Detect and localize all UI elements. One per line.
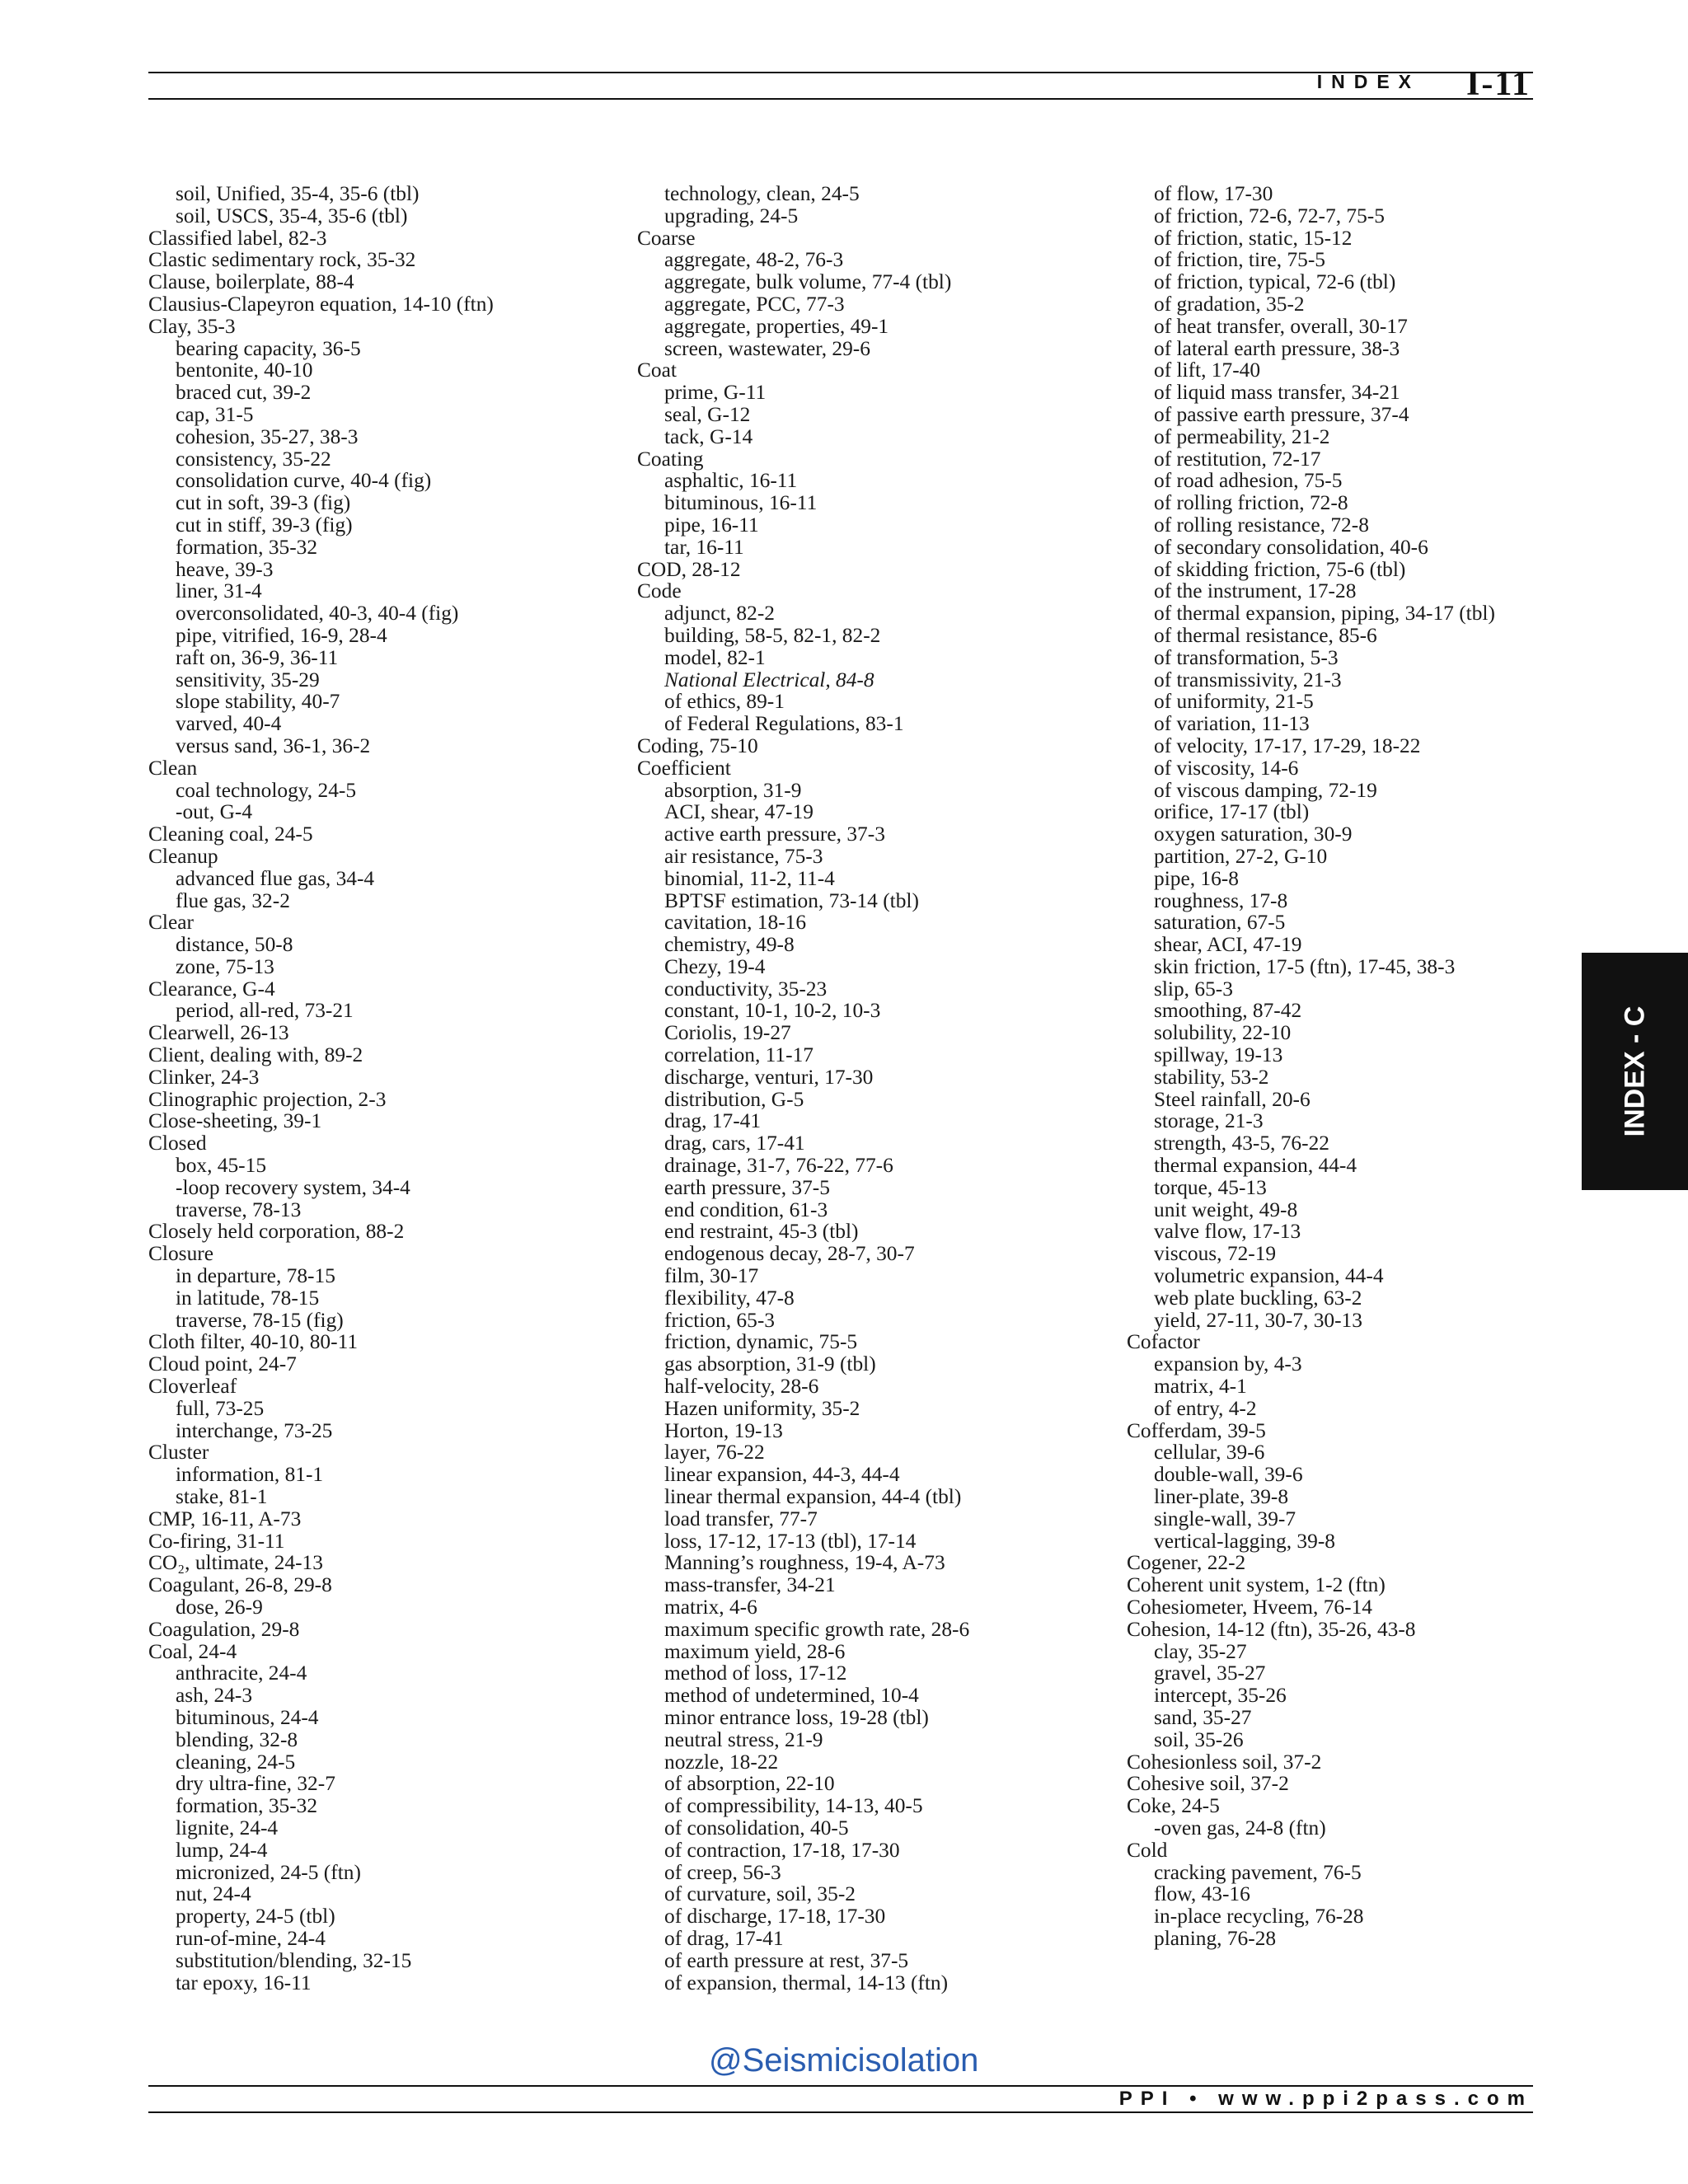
index-subentry: property, 24-5 (tbl)	[176, 1905, 335, 1929]
index-subentry: flow, 43-16	[1154, 1882, 1250, 1906]
index-subentry: method of loss, 17-12	[664, 1661, 847, 1685]
index-subentry: in-place recycling, 76-28	[1154, 1905, 1364, 1929]
index-subentry: consolidation curve, 40-4 (fig)	[176, 469, 432, 493]
index-subentry: method of undetermined, 10-4	[664, 1684, 919, 1708]
index-entry: Cluster	[148, 1441, 209, 1465]
index-subentry: aggregate, 48-2, 76-3	[664, 248, 844, 272]
index-entry: Cloud point, 24-7	[148, 1352, 297, 1376]
index-subentry: planing, 76-28	[1154, 1926, 1277, 1950]
index-subentry: friction, dynamic, 75-5	[664, 1330, 858, 1354]
index-subentry: pipe, 16-8	[1154, 866, 1239, 890]
index-subentry: overconsolidated, 40-3, 40-4 (fig)	[176, 602, 459, 626]
index-subentry: stake, 81-1	[176, 1485, 268, 1509]
index-subentry: blending, 32-8	[176, 1727, 298, 1751]
index-entry: CO₂, ultimate, 24-13	[148, 1551, 323, 1575]
index-subentry: slip, 65-3	[1154, 977, 1233, 1001]
index-subentry: oxygen saturation, 30-9	[1154, 823, 1353, 846]
index-subentry: of friction, static, 15-12	[1154, 226, 1353, 250]
index-subentry: of Federal Regulations, 83-1	[664, 712, 904, 736]
index-subentry: of velocity, 17-17, 17-29, 18-22	[1154, 733, 1421, 757]
index-subentry: vertical-lagging, 39-8	[1154, 1529, 1335, 1553]
index-entry: Coagulation, 29-8	[148, 1617, 300, 1641]
index-subentry: drainage, 31-7, 76-22, 77-6	[664, 1154, 893, 1178]
index-subentry: absorption, 31-9	[664, 778, 802, 802]
index-subentry: raft on, 36-9, 36-11	[176, 645, 339, 669]
index-subentry: building, 58-5, 82-1, 82-2	[664, 623, 881, 647]
index-subentry: period, all-red, 73-21	[176, 999, 354, 1023]
index-subentry: smoothing, 87-42	[1154, 999, 1302, 1023]
index-subentry: of lift, 17-40	[1154, 359, 1261, 382]
footer-bottom-rule	[148, 2111, 1533, 2113]
footer-publisher: PPI • www.ppi2pass.com	[1118, 2088, 1533, 2110]
index-subentry: of curvature, soil, 35-2	[664, 1882, 856, 1906]
index-entry: Cold	[1127, 1838, 1168, 1862]
index-subentry: intercept, 35-26	[1154, 1684, 1287, 1708]
index-subentry: cap, 31-5	[176, 402, 254, 426]
index-entry: Cofferdam, 39-5	[1127, 1418, 1266, 1442]
index-subentry: drag, 17-41	[664, 1109, 762, 1133]
index-subentry: saturation, 67-5	[1154, 911, 1286, 935]
index-subentry: of liquid mass transfer, 34-21	[1154, 381, 1400, 405]
index-entry: Closed	[148, 1132, 207, 1155]
index-subentry: of discharge, 17-18, 17-30	[664, 1905, 886, 1929]
index-entry: Coat	[637, 359, 677, 382]
index-subentry: aggregate, PCC, 77-3	[664, 292, 845, 316]
index-subentry: film, 30-17	[664, 1264, 759, 1288]
index-subentry: gas absorption, 31-9 (tbl)	[664, 1352, 876, 1376]
index-subentry: box, 45-15	[176, 1154, 267, 1178]
index-entry: Cogener, 22-2	[1127, 1551, 1246, 1575]
index-subentry: soil, 35-26	[1154, 1727, 1244, 1751]
index-subentry: web plate buckling, 63-2	[1154, 1286, 1362, 1310]
index-subentry: constant, 10-1, 10-2, 10-3	[664, 999, 881, 1023]
index-subentry: BPTSF estimation, 73-14 (tbl)	[664, 888, 919, 912]
index-subentry: nut, 24-4	[176, 1882, 251, 1906]
header-bottom-rule	[148, 98, 1533, 100]
index-entry: COD, 28-12	[637, 557, 741, 581]
index-subentry: yield, 27-11, 30-7, 30-13	[1154, 1308, 1362, 1332]
index-subentry: Hazen uniformity, 35-2	[664, 1396, 860, 1420]
index-column-3	[1127, 183, 1588, 1950]
index-entry: Classified label, 82-3	[148, 226, 327, 250]
index-subentry: of friction, tire, 75-5	[1154, 248, 1325, 272]
index-subentry: asphaltic, 16-11	[664, 469, 798, 493]
index-subentry: braced cut, 39-2	[176, 381, 312, 405]
index-subentry: flexibility, 47-8	[664, 1286, 795, 1310]
index-subentry: liner-plate, 39-8	[1154, 1485, 1289, 1509]
index-subentry: adjunct, 82-2	[664, 602, 775, 626]
index-entry: Clay, 35-3	[148, 314, 236, 338]
index-column-1	[148, 183, 635, 1994]
index-entry: Cloverleaf	[148, 1375, 237, 1399]
index-subentry: formation, 35-32	[176, 535, 318, 559]
index-subentry: aggregate, properties, 49-1	[664, 314, 889, 338]
index-entry: Clastic sedimentary rock, 35-32	[148, 248, 416, 272]
index-side-tab	[1582, 953, 1688, 1190]
footer-top-rule	[148, 2085, 1533, 2087]
index-subentry: of variation, 11-13	[1154, 712, 1310, 736]
index-subentry: of earth pressure at rest, 37-5	[664, 1948, 909, 1972]
index-entry: Closure	[148, 1242, 213, 1266]
index-entry: Cleaning coal, 24-5	[148, 823, 313, 846]
index-subentry: of thermal resistance, 85-6	[1154, 623, 1377, 647]
watermark: @Seismicisolation	[709, 2042, 979, 2079]
index-subentry: of rolling friction, 72-8	[1154, 491, 1348, 515]
index-subentry: traverse, 78-13	[176, 1197, 302, 1221]
index-subentry: of thermal expansion, piping, 34-17 (tbl)	[1154, 602, 1495, 626]
index-subentry: traverse, 78-15 (fig)	[176, 1308, 344, 1332]
index-subentry: bentonite, 40-10	[176, 359, 313, 382]
index-entry: Clean	[148, 756, 198, 780]
index-subentry: dry ultra-fine, 32-7	[176, 1772, 335, 1796]
index-subentry: interchange, 73-25	[176, 1418, 333, 1442]
index-subentry: substitution/blending, 32-15	[176, 1948, 412, 1972]
index-subentry: linear expansion, 44-3, 44-4	[664, 1463, 900, 1487]
index-subentry: bituminous, 16-11	[664, 491, 818, 515]
index-subentry: of lateral earth pressure, 38-3	[1154, 336, 1400, 360]
index-subentry: run-of-mine, 24-4	[176, 1926, 326, 1950]
index-subentry: of contraction, 17-18, 17-30	[664, 1838, 900, 1862]
index-subentry: torque, 45-13	[1154, 1175, 1267, 1199]
index-subentry: expansion by, 4-3	[1154, 1352, 1302, 1376]
index-subentry: National Electrical, 84-8	[664, 668, 874, 691]
index-entry: Clearwell, 26-13	[148, 1021, 289, 1045]
index-subentry: cleaning, 24-5	[176, 1750, 296, 1774]
index-subentry: consistency, 35-22	[176, 447, 331, 471]
index-subentry: information, 81-1	[176, 1463, 324, 1487]
index-subentry: cellular, 39-6	[1154, 1441, 1265, 1465]
index-subentry: layer, 76-22	[664, 1441, 765, 1465]
index-subentry: cavitation, 18-16	[664, 911, 807, 935]
index-subentry: neutral stress, 21-9	[664, 1727, 823, 1751]
index-subentry: skin friction, 17-5 (ftn), 17-45, 38-3	[1154, 954, 1456, 978]
index-subentry: versus sand, 36-1, 36-2	[176, 733, 371, 757]
index-subentry: Manning’s roughness, 19-4, A-73	[664, 1551, 945, 1575]
index-subentry: drag, cars, 17-41	[664, 1132, 805, 1155]
index-subentry: spillway, 19-13	[1154, 1043, 1283, 1067]
index-subentry: of secondary consolidation, 40-6	[1154, 535, 1428, 559]
index-entry: Coating	[637, 447, 704, 471]
index-subentry: pipe, 16-11	[664, 513, 759, 537]
index-entry: CMP, 16-11, A-73	[148, 1507, 302, 1530]
index-subentry: solubility, 22-10	[1154, 1021, 1292, 1045]
index-subentry: bearing capacity, 36-5	[176, 336, 361, 360]
index-subentry: endogenous decay, 28-7, 30-7	[664, 1242, 915, 1266]
index-subentry: sensitivity, 35-29	[176, 668, 320, 691]
index-subentry: load transfer, 77-7	[664, 1507, 818, 1530]
index-subentry: Steel rainfall, 20-6	[1154, 1087, 1311, 1111]
index-entry: Close-sheeting, 39-1	[148, 1109, 322, 1133]
index-subentry: loss, 17-12, 17-13 (tbl), 17-14	[664, 1529, 917, 1553]
index-entry: Clear	[148, 911, 194, 935]
index-subentry: full, 73-25	[176, 1396, 265, 1420]
index-subentry: in departure, 78-15	[176, 1264, 335, 1288]
index-subentry: unit weight, 49-8	[1154, 1197, 1298, 1221]
index-entry: Clearance, G-4	[148, 977, 275, 1001]
index-subentry: soil, Unified, 35-4, 35-6 (tbl)	[176, 182, 420, 205]
index-subentry: distance, 50-8	[176, 933, 293, 957]
index-subentry: of transmissivity, 21-3	[1154, 668, 1342, 691]
index-subentry: of compressibility, 14-13, 40-5	[664, 1794, 923, 1818]
index-subentry: of transformation, 5-3	[1154, 645, 1339, 669]
index-subentry: Coriolis, 19-27	[664, 1021, 791, 1045]
index-subentry: earth pressure, 37-5	[664, 1175, 830, 1199]
index-subentry: shear, ACI, 47-19	[1154, 933, 1302, 957]
index-subentry: -out, G-4	[176, 800, 253, 824]
index-entry: Clausius-Clapeyron equation, 14-10 (ftn)	[148, 292, 494, 316]
index-subentry: volumetric expansion, 44-4	[1154, 1264, 1384, 1288]
index-subentry: viscous, 72-19	[1154, 1242, 1277, 1266]
index-subentry: anthracite, 24-4	[176, 1661, 307, 1685]
index-subentry: correlation, 11-17	[664, 1043, 814, 1067]
index-subentry: ash, 24-3	[176, 1684, 253, 1708]
index-subentry: Chezy, 19-4	[664, 954, 766, 978]
index-subentry: prime, G-11	[664, 381, 767, 405]
index-entry: Coding, 75-10	[637, 733, 758, 757]
index-subentry: Horton, 19-13	[664, 1418, 783, 1442]
index-subentry: in latitude, 78-15	[176, 1286, 320, 1310]
index-subentry: valve flow, 17-13	[1154, 1220, 1301, 1244]
index-subentry: of skidding friction, 75-6 (tbl)	[1154, 557, 1406, 581]
index-subentry: cut in stiff, 39-3 (fig)	[176, 513, 353, 537]
index-subentry: nozzle, 18-22	[664, 1750, 779, 1774]
index-entry: Coarse	[637, 226, 696, 250]
index-subentry: of uniformity, 21-5	[1154, 690, 1314, 714]
index-subentry: formation, 35-32	[176, 1794, 318, 1818]
index-entry: Clinographic projection, 2-3	[148, 1087, 387, 1111]
index-subentry: screen, wastewater, 29-6	[664, 336, 870, 360]
index-subentry: thermal expansion, 44-4	[1154, 1154, 1357, 1178]
index-subentry: linear thermal expansion, 44-4 (tbl)	[664, 1485, 962, 1509]
index-column-2	[637, 183, 1123, 1994]
index-subentry: minor entrance loss, 19-28 (tbl)	[664, 1705, 929, 1729]
index-subentry: single-wall, 39-7	[1154, 1507, 1296, 1530]
index-subentry: flue gas, 32-2	[176, 888, 290, 912]
index-subentry: micronized, 24-5 (ftn)	[176, 1860, 361, 1884]
index-subentry: of rolling resistance, 72-8	[1154, 513, 1369, 537]
index-entry: Coagulant, 26-8, 29-8	[148, 1573, 332, 1597]
index-subentry: dose, 26-9	[176, 1596, 263, 1619]
index-subentry: of permeability, 21-2	[1154, 424, 1330, 448]
index-subentry: end condition, 61-3	[664, 1197, 828, 1221]
index-subentry: advanced flue gas, 34-4	[176, 866, 375, 890]
index-subentry: of ethics, 89-1	[664, 690, 785, 714]
index-subentry: strength, 43-5, 76-22	[1154, 1132, 1329, 1155]
side-tab-label: INDEX - C	[1619, 1005, 1650, 1137]
index-subentry: -oven gas, 24-8 (ftn)	[1154, 1816, 1326, 1840]
index-subentry: of friction, 72-6, 72-7, 75-5	[1154, 204, 1385, 227]
index-entry: Coal, 24-4	[148, 1639, 237, 1663]
index-subentry: of drag, 17-41	[664, 1926, 784, 1950]
index-subentry: of friction, typical, 72-6 (tbl)	[1154, 270, 1396, 294]
index-subentry: roughness, 17-8	[1154, 888, 1288, 912]
index-subentry: varved, 40-4	[176, 712, 282, 736]
index-subentry: of expansion, thermal, 14-13 (ftn)	[664, 1971, 949, 1994]
index-subentry: sand, 35-27	[1154, 1705, 1252, 1729]
index-subentry: of heat transfer, overall, 30-17	[1154, 314, 1408, 338]
index-subentry: of viscosity, 14-6	[1154, 756, 1299, 780]
index-subentry: discharge, venturi, 17-30	[664, 1065, 874, 1089]
index-subentry: end restraint, 45-3 (tbl)	[664, 1220, 859, 1244]
index-subentry: of restitution, 72-17	[1154, 447, 1321, 471]
index-subentry: partition, 27-2, G-10	[1154, 844, 1328, 868]
index-subentry: binomial, 11-2, 11-4	[664, 866, 835, 890]
index-subentry: tar, 16-11	[664, 535, 744, 559]
index-subentry: active earth pressure, 37-3	[664, 823, 885, 846]
index-entry: Cohesion, 14-12 (ftn), 35-26, 43-8	[1127, 1617, 1416, 1641]
index-subentry: seal, G-12	[664, 402, 751, 426]
index-subentry: aggregate, bulk volume, 77-4 (tbl)	[664, 270, 952, 294]
index-subentry: slope stability, 40-7	[176, 690, 340, 714]
index-subentry: mass-transfer, 34-21	[664, 1573, 836, 1597]
index-subentry: cut in soft, 39-3 (fig)	[176, 491, 351, 515]
index-entry: Clinker, 24-3	[148, 1065, 260, 1089]
index-subentry: matrix, 4-1	[1154, 1375, 1247, 1399]
page-number: I-11	[1465, 65, 1531, 103]
index-subentry: conductivity, 35-23	[664, 977, 828, 1001]
index-subentry: maximum specific growth rate, 28-6	[664, 1617, 970, 1641]
index-subentry: friction, 65-3	[664, 1308, 775, 1332]
index-subentry: model, 82-1	[664, 645, 766, 669]
index-subentry: cracking pavement, 76-5	[1154, 1860, 1362, 1884]
index-entry: Client, dealing with, 89-2	[148, 1043, 363, 1067]
index-entry: Cofactor	[1127, 1330, 1200, 1354]
index-subentry: maximum yield, 28-6	[664, 1639, 846, 1663]
index-entry: Cohesive soil, 37-2	[1127, 1772, 1289, 1796]
index-subentry: double-wall, 39-6	[1154, 1463, 1303, 1487]
index-subentry: technology, clean, 24-5	[664, 182, 860, 205]
index-entry: Cloth filter, 40-10, 80-11	[148, 1330, 359, 1354]
index-subentry: bituminous, 24-4	[176, 1705, 319, 1729]
header-section-label: INDEX	[1316, 71, 1420, 92]
index-entry: Code	[637, 579, 682, 603]
index-subentry: orifice, 17-17 (tbl)	[1154, 800, 1310, 824]
index-entry: Co-firing, 31-11	[148, 1529, 285, 1553]
index-subentry: coal technology, 24-5	[176, 778, 357, 802]
index-subentry: lump, 24-4	[176, 1838, 268, 1862]
index-subentry: of absorption, 22-10	[664, 1772, 835, 1796]
index-subentry: soil, USCS, 35-4, 35-6 (tbl)	[176, 204, 408, 227]
index-entry: Cleanup	[148, 844, 218, 868]
index-subentry: of road adhesion, 75-5	[1154, 469, 1343, 493]
index-entry: Clause, boilerplate, 88-4	[148, 270, 354, 294]
index-subentry: zone, 75-13	[176, 954, 274, 978]
index-entry: Coke, 24-5	[1127, 1794, 1220, 1818]
index-subentry: of consolidation, 40-5	[664, 1816, 849, 1840]
index-subentry: air resistance, 75-3	[664, 844, 823, 868]
index-subentry: of viscous damping, 72-19	[1154, 778, 1377, 802]
index-subentry: of passive earth pressure, 37-4	[1154, 402, 1409, 426]
index-entry: Coefficient	[637, 756, 731, 780]
index-subentry: stability, 53-2	[1154, 1065, 1269, 1089]
index-subentry: pipe, vitrified, 16-9, 28-4	[176, 623, 387, 647]
index-subentry: of entry, 4-2	[1154, 1396, 1257, 1420]
index-subentry: clay, 35-27	[1154, 1639, 1247, 1663]
index-subentry: heave, 39-3	[176, 557, 274, 581]
index-subentry: tar epoxy, 16-11	[176, 1971, 312, 1994]
index-subentry: of the instrument, 17-28	[1154, 579, 1357, 603]
index-subentry: half-velocity, 28-6	[664, 1375, 819, 1399]
index-subentry: lignite, 24-4	[176, 1816, 279, 1840]
index-entry: Closely held corporation, 88-2	[148, 1220, 405, 1244]
index-subentry: of gradation, 35-2	[1154, 292, 1305, 316]
index-subentry: matrix, 4-6	[664, 1596, 757, 1619]
index-subentry: distribution, G-5	[664, 1087, 804, 1111]
index-subentry: storage, 21-3	[1154, 1109, 1264, 1133]
index-subentry: -loop recovery system, 34-4	[176, 1175, 410, 1199]
index-subentry: of creep, 56-3	[664, 1860, 781, 1884]
index-entry: Cohesionless soil, 37-2	[1127, 1750, 1322, 1774]
index-subentry: upgrading, 24-5	[664, 204, 799, 227]
index-subentry: cohesion, 35-27, 38-3	[176, 424, 359, 448]
index-subentry: liner, 31-4	[176, 579, 262, 603]
index-subentry: chemistry, 49-8	[664, 933, 795, 957]
index-subentry: gravel, 35-27	[1154, 1661, 1266, 1685]
index-entry: Coherent unit system, 1-2 (ftn)	[1127, 1573, 1386, 1597]
index-entry: Cohesiometer, Hveem, 76-14	[1127, 1596, 1372, 1619]
index-subentry: of flow, 17-30	[1154, 182, 1273, 205]
index-subentry: tack, G-14	[664, 424, 753, 448]
index-subentry: ACI, shear, 47-19	[664, 800, 814, 824]
